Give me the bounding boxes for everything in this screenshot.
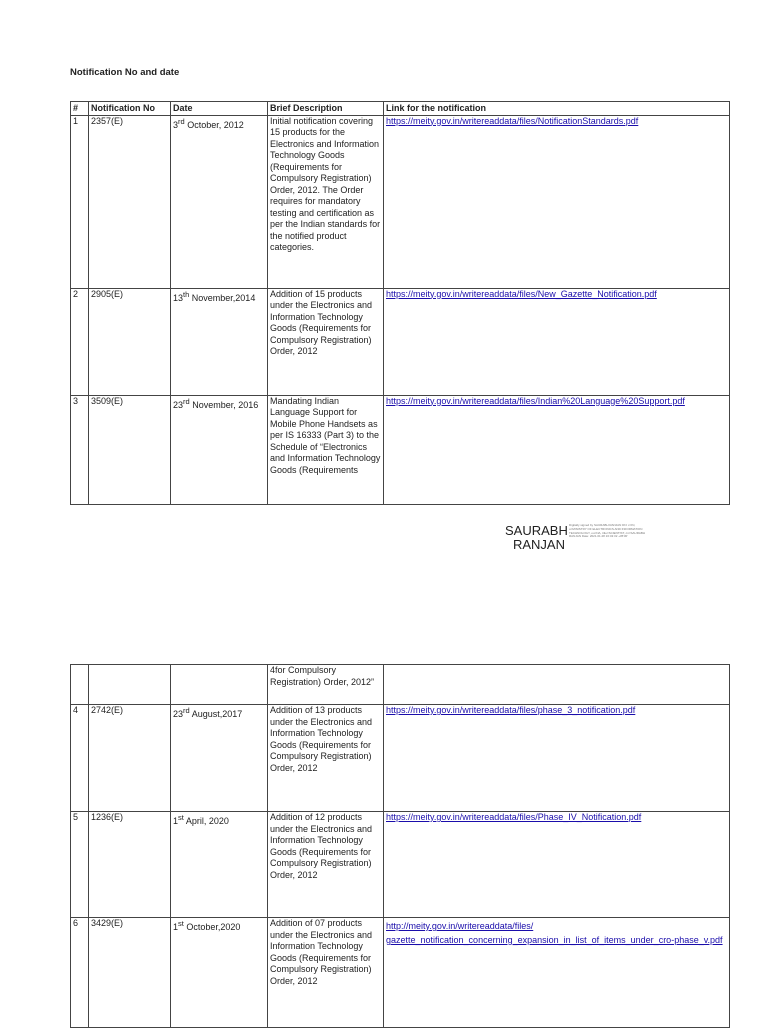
link-cell <box>384 812 730 918</box>
notification-date: 3rd October, 2012 <box>171 115 268 288</box>
notification-number: 3429(E) <box>89 918 171 1028</box>
notification-number: 3509(E) <box>89 395 171 504</box>
row-number: 6 <box>71 918 89 1028</box>
table-header-row <box>71 102 730 116</box>
table-row <box>71 395 730 504</box>
row-number: 5 <box>71 812 89 918</box>
row-number: 2 <box>71 288 89 395</box>
notification-date: 23rd November, 2016 <box>171 395 268 504</box>
notification-link[interactable]: http://meity.gov.in/writereaddata/files/ gazette_notification_concerning_expansion_in_list_of_items_under_cro-phase_v.pdf <box>386 921 723 945</box>
digital-signature <box>505 524 665 556</box>
notification-table-page-2 <box>70 664 730 1028</box>
link-cell <box>384 288 730 395</box>
notification-link[interactable]: https://meity.gov.in/writereaddata/files/New_Gazette_Notification.pdf <box>386 288 657 299</box>
table-row <box>71 115 730 288</box>
notification-link[interactable]: https://meity.gov.in/writereaddata/files/Phase_IV_Notification.pdf <box>386 812 642 822</box>
signer-name: SAURABH RANJAN <box>505 523 568 552</box>
signature-details: Digitally signed by SAURABH RANJAN DN: c=IN, o=MINISTRY OF ELECTRONICS AND INFORMATION TECHNOLOGY, ou=NA, title=SCIENTIST, cn=SAURABH RANJAN Date: 2021.01.28 16:43:32 +05'30' <box>569 524 646 539</box>
brief-description: 4for Compulsory Registration) Order, 2012” <box>268 665 384 705</box>
notification-date: 13th November,2014 <box>171 288 268 395</box>
notification-date: 23rd August,2017 <box>171 705 268 812</box>
brief-description: Addition of 15 products under the Electronics and Information Technology Goods (Requirements for Compulsory Registration) Order, 2012 <box>268 288 384 395</box>
table-row-continuation <box>71 665 730 705</box>
page-heading: Notification No and date <box>70 67 180 78</box>
brief-description: Addition of 07 products under the Electronics and Information Technology Goods (Requirements for Compulsory Registration) Order, 2012 <box>268 918 384 1028</box>
table-row <box>71 288 730 395</box>
notification-date: 1st April, 2020 <box>171 812 268 918</box>
brief-description: Initial notification covering 15 products for the Electronics and Information Technology Goods (Requirements for Compulsory Registration) Order, 2012. The Order requires for mandatory testing and certification as per the Indian standards for the notified product categories. <box>268 115 384 288</box>
notification-link[interactable]: https://meity.gov.in/writereaddata/files/NotificationStandards.pdf <box>386 115 639 126</box>
table-row <box>71 705 730 812</box>
table-row <box>71 918 730 1028</box>
notification-number: 2742(E) <box>89 705 171 812</box>
link-cell <box>384 918 730 1028</box>
link-cell <box>384 705 730 812</box>
notification-number: 2357(E) <box>89 115 171 288</box>
link-cell <box>384 395 730 504</box>
row-number: 1 <box>71 115 89 288</box>
notification-date: 1st October,2020 <box>171 918 268 1028</box>
notification-table-page-1 <box>70 101 730 505</box>
link-cell <box>384 115 730 288</box>
column-header-link: Link for the notification <box>384 102 730 116</box>
notification-link[interactable]: https://meity.gov.in/writereaddata/files/Indian%20Language%20Support.pdf <box>386 395 685 406</box>
notification-number: 1236(E) <box>89 812 171 918</box>
table-row <box>71 812 730 918</box>
row-number: 3 <box>71 395 89 504</box>
column-header-notification-no: Notification No <box>89 102 171 116</box>
notification-link[interactable]: https://meity.gov.in/writereaddata/files/phase_3_notification.pdf <box>386 705 636 715</box>
brief-description: Addition of 13 products under the Electronics and Information Technology Goods (Requirements for Compulsory Registration) Order, 2012 <box>268 705 384 812</box>
notification-number: 2905(E) <box>89 288 171 395</box>
column-header-description: Brief Description <box>268 102 384 116</box>
column-header-number: # <box>71 102 89 116</box>
row-number: 4 <box>71 705 89 812</box>
brief-description: Mandating Indian Language Support for Mobile Phone Handsets as per IS 16333 (Part 3) to the Schedule of “Electronics and Information Technology Goods (Requirements <box>268 395 384 504</box>
brief-description: Addition of 12 products under the Electronics and Information Technology Goods (Requirements for Compulsory Registration) Order, 2012 <box>268 812 384 918</box>
column-header-date: Date <box>171 102 268 116</box>
